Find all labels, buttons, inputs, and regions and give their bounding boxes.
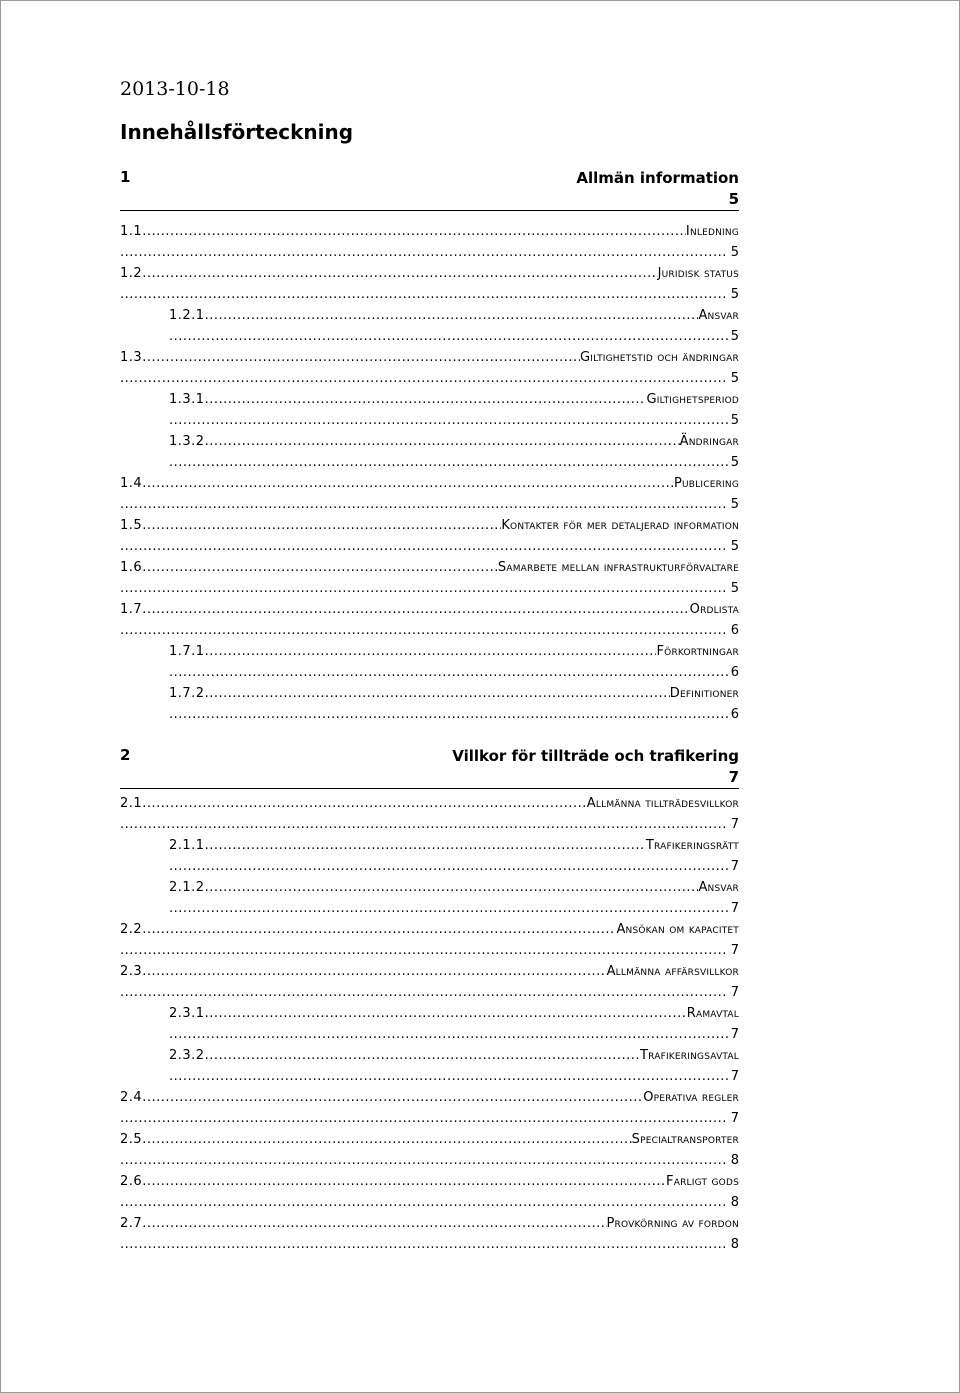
toc-entry-title-line [120,1045,739,1066]
dot-leader [120,1234,728,1255]
toc-entry-title-line [120,557,739,578]
toc-entry-title-line [120,961,739,982]
dot-leader [142,557,498,578]
toc-entry-page: 7 [730,943,739,958]
toc-chapter-2-block [120,746,739,1255]
toc-entry[interactable] [120,1129,739,1171]
dot-leader [142,347,580,368]
toc-entry-number: 2.1 [120,796,143,811]
dot-leader [169,898,728,919]
toc-entry-title-line [120,1003,739,1024]
toc-entry[interactable] [120,919,739,961]
toc-entry-title-line [120,1087,739,1108]
dot-leader [120,1192,728,1213]
toc-entry-title-line [120,221,739,242]
dot-leader [120,368,728,389]
toc-entries-chapter-1 [120,221,739,725]
toc-entry-number: 1.3 [120,350,143,365]
toc-entry-page-line [120,814,739,835]
toc-entries-chapter-2 [120,793,739,1255]
dot-leader [142,1213,606,1234]
toc-entry-page: 5 [730,287,739,302]
dot-leader [142,919,616,940]
toc-entry-page-line [120,1234,739,1255]
toc-entry-page: 7 [730,817,739,832]
dot-leader [169,856,728,877]
toc-entry-number: 1.3.1 [169,392,205,407]
toc-entry-title: Inledning [685,224,739,239]
toc-entry-number: 1.5 [120,518,143,533]
toc-entry-number: 2.6 [120,1174,143,1189]
toc-entry-title: Trafikeringsavtal [639,1048,739,1063]
toc-entry-number: 1.7 [120,602,143,617]
toc-entry[interactable] [120,835,739,877]
dot-leader [169,1024,728,1045]
toc-entry-page: 7 [730,1111,739,1126]
toc-entry[interactable] [120,1087,739,1129]
toc-entry-page-line [120,898,739,919]
toc-entry-page: 5 [730,539,739,554]
toc-entry-page: 7 [730,1027,739,1042]
toc-entry-title-line [120,263,739,284]
toc-entry-page: 5 [730,329,739,344]
toc-entry-number: 2.3.2 [169,1048,205,1063]
toc-entry[interactable] [120,1045,739,1087]
dot-leader [205,389,647,410]
toc-entry-title: Ansvar [698,880,739,895]
toc-entry-number: 2.4 [120,1090,143,1105]
toc-entry-title: Kontakter för mer detaljerad information [501,518,739,533]
toc-entry-page: 5 [730,371,739,386]
dot-leader [142,961,606,982]
toc-entry-number: 1.4 [120,476,143,491]
toc-entry-title-line [120,1213,739,1234]
toc-entry[interactable] [120,305,739,347]
toc-entry-title: Ändringar [679,434,739,449]
toc-entry-page: 6 [730,665,739,680]
dot-leader [205,877,699,898]
toc-entry-title-line [120,683,739,704]
dot-leader [120,620,728,641]
toc-entry-page: 5 [730,245,739,260]
dot-leader [120,536,728,557]
chapter-number: 2 [120,746,131,764]
toc-entry-page-line [120,982,739,1003]
dot-leader [142,1171,666,1192]
dot-leader [120,242,728,263]
toc-entry-number: 1.2 [120,266,143,281]
toc-entry-title: Allmänna affärsvillkor [606,964,739,979]
dot-leader [142,473,674,494]
toc-entry-title: Ramavtal [686,1006,739,1021]
dot-leader [142,221,686,242]
toc-entry-page-line [120,452,739,473]
toc-entry-number: 2.1.1 [169,838,205,853]
chapter-number: 1 [120,168,131,186]
dot-leader [142,1087,643,1108]
toc-entry-number: 2.3 [120,964,143,979]
toc-entry-title-line [120,473,739,494]
toc-entry-page: 7 [730,859,739,874]
toc-entry-title-line [120,919,739,940]
toc-entry[interactable] [120,1213,739,1255]
toc-entry-title-line [120,793,739,814]
toc-entry-title: Ordlista [689,602,739,617]
toc-entry-title-line [120,877,739,898]
toc-entry-page-line [120,1150,739,1171]
toc-entry-page-line [120,1066,739,1087]
toc-chapter-1[interactable] [120,168,739,211]
toc-entry-page: 5 [730,455,739,470]
toc-entry-page-line [120,494,739,515]
toc-chapter-2[interactable] [120,746,739,789]
dot-leader [205,835,646,856]
toc-entry[interactable] [120,877,739,919]
toc-entry[interactable] [120,683,739,725]
toc-entry-page: 8 [730,1195,739,1210]
toc-entry-page: 5 [730,581,739,596]
toc-entry[interactable] [120,557,739,599]
dot-leader [169,704,728,725]
toc-entry-title: Trafikeringsrätt [645,838,739,853]
toc-entry-page: 6 [730,623,739,638]
toc-entry-page: 8 [730,1153,739,1168]
toc-entry-page: 7 [730,901,739,916]
toc-entry-title-line [120,515,739,536]
toc-entry-title: Operativa regler [643,1090,739,1105]
chapter-page: 7 [728,768,739,786]
toc-entry-title: Provkörning av fordon [606,1216,739,1231]
dot-leader [205,305,699,326]
dot-leader [169,410,728,431]
toc-entry[interactable] [120,389,739,431]
toc-entry-title-line [120,305,739,326]
document-date: 2013-10-18 [120,78,230,100]
dot-leader [169,452,728,473]
toc-entry-title: Publicering [673,476,739,491]
toc-entry-page: 7 [730,985,739,1000]
toc-entry-page: 8 [730,1237,739,1252]
toc-entry-page: 5 [730,413,739,428]
toc-entry-title-line [120,835,739,856]
toc-entry[interactable] [120,793,739,835]
chapter-page: 5 [728,190,739,208]
toc-entry-title-line [120,641,739,662]
toc-entry-number: 1.7.1 [169,644,205,659]
toc-entry-title: Juridisk status [657,266,739,281]
toc-entry-page-line [120,1024,739,1045]
toc-entry-page-line [120,578,739,599]
toc-entry-title: Samarbete mellan infrastrukturförvaltare [497,560,739,575]
toc-entry[interactable] [120,263,739,305]
toc-entry-title: Definitioner [669,686,739,701]
toc-entry-number: 2.2 [120,922,143,937]
toc-entry[interactable] [120,431,739,473]
toc-entry-page-line [120,662,739,683]
toc-entry-title: Förkortningar [656,644,739,659]
toc-entry-page-line [120,410,739,431]
toc-entry-title-line [120,347,739,368]
dot-leader [142,263,657,284]
chapter-title: Villkor för tillträde och trafikering [452,747,739,765]
dot-leader [205,683,670,704]
toc-entry-number: 2.3.1 [169,1006,205,1021]
toc-entry-title-line [120,599,739,620]
chapter-title: Allmän information [576,169,739,187]
dot-leader [120,814,728,835]
toc-entry-page: 5 [730,497,739,512]
dot-leader [120,1150,728,1171]
toc-entry-title: Giltighetsperiod [646,392,739,407]
toc-entry-title-line [120,1171,739,1192]
toc-entry[interactable] [120,473,739,515]
toc-entry-title-line [120,1129,739,1150]
dot-leader [169,1066,728,1087]
toc-entry-title: Allmänna tillträdesvillkor [586,796,739,811]
toc-entry-number: 1.7.2 [169,686,205,701]
dot-leader [120,982,728,1003]
toc-entry[interactable] [120,515,739,557]
dot-leader [142,599,689,620]
toc-entry-title: Ansökan om kapacitet [616,922,739,937]
toc-entry-page: 7 [730,1069,739,1084]
toc-entry-page-line [120,940,739,961]
toc-entry[interactable] [120,221,739,263]
toc-entry[interactable] [120,641,739,683]
toc-entry-title: Ansvar [698,308,739,323]
toc-entry-page-line [120,284,739,305]
dot-leader [120,940,728,961]
dot-leader [205,1045,640,1066]
toc-entry-number: 1.6 [120,560,143,575]
toc-entry-number: 1.1 [120,224,143,239]
toc-entry-page-line [120,1108,739,1129]
toc-entry-page-line [120,620,739,641]
toc-entry[interactable] [120,347,739,389]
toc-entry-title: Farligt gods [666,1174,739,1189]
toc-entry-page-line [120,536,739,557]
toc-entry-page-line [120,856,739,877]
dot-leader [205,1003,687,1024]
dot-leader [142,1129,631,1150]
toc-entry-number: 2.7 [120,1216,143,1231]
dot-leader [142,793,587,814]
toc-entry-page-line [120,326,739,347]
toc-entry[interactable] [120,1171,739,1213]
dot-leader [120,578,728,599]
toc-entry-number: 2.5 [120,1132,143,1147]
toc-entry-number: 2.1.2 [169,880,205,895]
dot-leader [120,494,728,515]
toc-entry-number: 1.3.2 [169,434,205,449]
dot-leader [169,326,728,347]
toc-entry-page-line [120,1192,739,1213]
toc-entry-number: 1.2.1 [169,308,205,323]
toc-entry-page-line [120,242,739,263]
dot-leader [120,1108,728,1129]
toc-entry-page: 6 [730,707,739,722]
dot-leader [142,515,501,536]
toc-heading: Innehållsförteckning [120,120,354,144]
toc-entry[interactable] [120,1003,739,1045]
toc-entry-page-line [120,368,739,389]
toc-entry[interactable] [120,599,739,641]
toc-entry-title-line [120,431,739,452]
dot-leader [120,284,728,305]
toc-entry-title: Giltighetstid och ändringar [579,350,739,365]
dot-leader [205,641,657,662]
toc-chapter-1-block [120,168,739,725]
toc-entry-title: Specialtransporter [631,1132,739,1147]
toc-entry-page-line [120,704,739,725]
dot-leader [205,431,680,452]
toc-entry-title-line [120,389,739,410]
dot-leader [169,662,728,683]
toc-entry[interactable] [120,961,739,1003]
